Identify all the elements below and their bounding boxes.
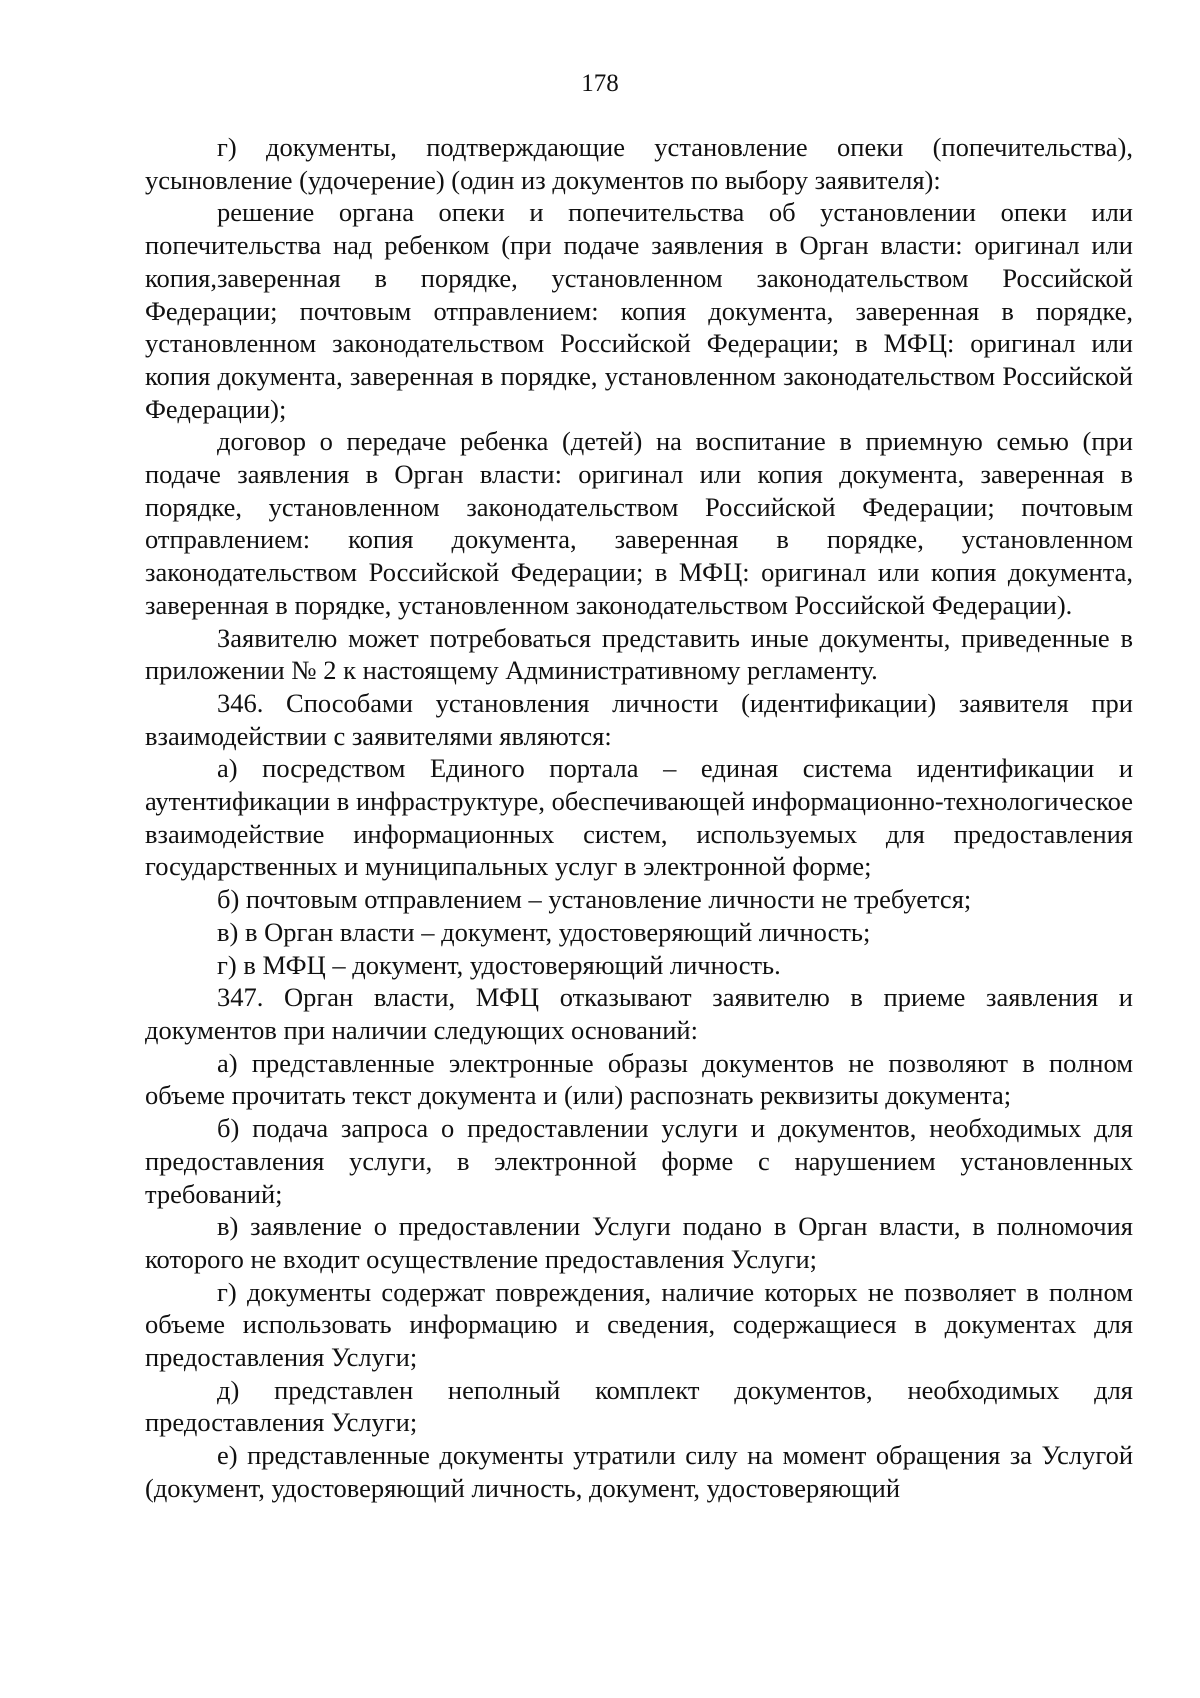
paragraph-346-identification-methods: 346. Способами установления личности (идентификации) заявителя при взаимодействии с заявителями являются: <box>145 687 1133 751</box>
document-body <box>145 131 1133 1505</box>
page-number: 178 <box>581 70 619 97</box>
paragraph-347-b: б) подача запроса о предоставлении услуги и документов, необходимых для предоставления услуги, в электронной форме с нарушением установленных требований; <box>145 1113 1133 1209</box>
paragraph-346-g: г) в МФЦ – документ, удостоверяющий личность. <box>217 949 781 980</box>
paragraph-347-e: е) представленные документы утратили силу на момент обращения за Услугой (документ, удостоверяющий личность, документ, удостоверяющий <box>145 1440 1133 1503</box>
paragraph-346-a: а) посредством Единого портала – единая система идентификации и аутентификации в инфраструктуре, обеспечивающей информационно-технологическое взаимодействие информационных систем, используемых для предоставления государственных и муниципальных услуг в электронной форме; <box>145 753 1133 882</box>
paragraph-347-a: а) представленные электронные образы документов не позволяют в полном объеме прочитать текст документа и (или) распознать реквизиты документа; <box>145 1047 1133 1111</box>
paragraph-347-d: д) представлен неполный комплект документов, необходимых для предоставления Услуги; <box>145 1374 1133 1438</box>
paragraph-foster-family-contract: договор о передаче ребенка (детей) на воспитание в приемную семью (при подаче заявления в Орган власти: оригинал или копия документа, заверенная в порядке, установленном законодательством Российской Федерации; почтовым отправлением: копия документа, заверенная в порядке, установленном законодательством Российской Федерации; в МФЦ: оригинал или копия документа, заверенная в порядке, установленном законодательством Российской Федерации). <box>145 426 1133 620</box>
paragraph-347-refusal-grounds: 347. Орган власти, МФЦ отказывают заявителю в приеме заявления и документов при наличии следующих оснований: <box>145 982 1133 1045</box>
paragraph-346-b: б) почтовым отправлением – установление личности не требуется; <box>217 884 972 915</box>
paragraph-guardianship-documents: г) документы, подтверждающие установление опеки (попечительства), усыновление (удочерение) (один из документов по выбору заявителя): <box>145 132 1133 195</box>
paragraph-guardianship-decision: решение органа опеки и попечительства об установлении опеки или попечительства над ребенком (при подаче заявления в Орган власти: оригинал или копия,заверенная в порядке, установленном законодательством Российской Федерации; почтовым отправлением: копия документа, заверенная в порядке, установленном законодательством Российской Федерации; в МФЦ: оригинал или копия документа, заверенная в порядке, установленном законодательством Российской Федерации); <box>145 197 1133 424</box>
paragraph-other-documents: Заявителю может потребоваться представить иные документы, приведенные в приложении № 2 к настоящему Административному регламенту. <box>145 622 1133 686</box>
paragraph-347-v: в) заявление о предоставлении Услуги подано в Орган власти, в полномочия которого не входит осуществление предоставления Услуги; <box>145 1211 1133 1274</box>
paragraph-347-g: г) документы содержат повреждения, наличие которых не позволяет в полном объеме использовать информацию и сведения, содержащиеся в документах для предоставления Услуги; <box>145 1276 1133 1373</box>
paragraph-346-v: в) в Орган власти – документ, удостоверяющий личность; <box>217 916 871 947</box>
